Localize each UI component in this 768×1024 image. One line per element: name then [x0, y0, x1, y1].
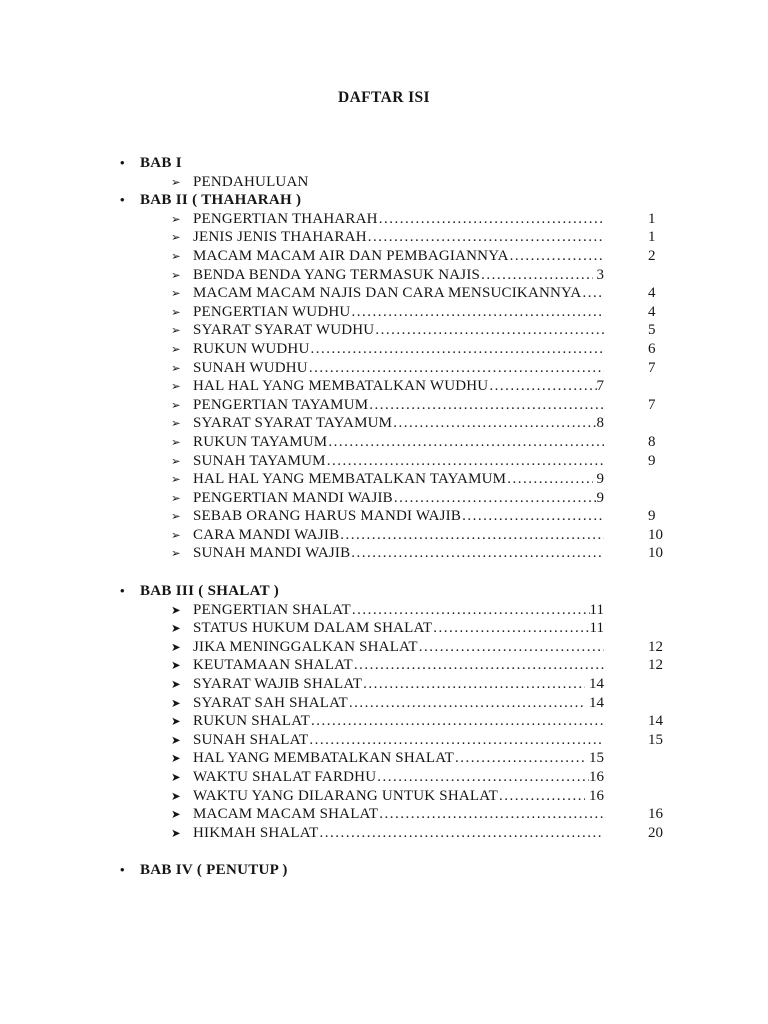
section-header: [118, 582, 664, 601]
item-label: RUKUN SHALAT: [193, 713, 310, 730]
page-number: 7: [648, 359, 656, 376]
toc-item: [118, 414, 664, 433]
toc-item: [118, 303, 664, 322]
page-number: 8: [596, 415, 604, 432]
dot-leader: [352, 601, 590, 620]
item-label: SYARAT WAJIB SHALAT: [193, 676, 363, 693]
toc-item: [118, 228, 664, 247]
arrow-bullet-icon: ➢: [171, 341, 181, 356]
arrow-bullet-icon: ➤: [171, 602, 181, 617]
page-number: 12: [648, 638, 663, 655]
arrow-bullet-icon: ➢: [171, 527, 181, 542]
toc-section: [118, 154, 664, 191]
toc-item: [118, 359, 664, 378]
page-number: 15: [585, 750, 604, 767]
item-label: SUNAH MANDI WAJIB: [193, 545, 351, 562]
item-label: HAL YANG MEMBATALKAN SHALAT: [193, 750, 455, 767]
section-label: BAB III ( SHALAT ): [140, 583, 280, 600]
item-label: SUNAH TAYAMUM: [193, 452, 326, 469]
arrow-bullet-icon: ➢: [171, 230, 181, 245]
dot-leader: [582, 284, 604, 303]
arrow-bullet-icon: ➤: [171, 732, 181, 747]
item-label: PENGERTIAN MANDI WAJIB: [193, 489, 393, 506]
toc-section: [118, 191, 664, 563]
page-number: 11: [589, 601, 604, 618]
section-header: [118, 154, 664, 173]
arrow-bullet-icon: ➢: [171, 379, 181, 394]
arrow-bullet-icon: ➤: [171, 695, 181, 710]
toc-item: [118, 749, 664, 768]
page-number: 1: [648, 210, 656, 227]
item-label: BENDA BENDA YANG TERMASUK NAJIS: [193, 266, 481, 283]
dot-leader: [311, 712, 604, 731]
item-label: CARA MANDI WAJIB: [193, 526, 340, 543]
page-number: 5: [648, 322, 656, 339]
page-number: 2: [648, 247, 656, 264]
section-label: BAB IV ( PENUTUP ): [140, 862, 288, 879]
toc-item: [118, 470, 664, 489]
arrow-bullet-icon: ➢: [171, 397, 181, 412]
toc-item: [118, 247, 664, 266]
toc-item: [118, 507, 664, 526]
bullet-icon: •: [120, 192, 125, 208]
dot-leader: [351, 303, 604, 322]
bullet-icon: •: [120, 155, 125, 170]
toc-item: [118, 284, 664, 303]
dot-leader: [481, 266, 593, 285]
dot-leader: [507, 470, 593, 489]
item-label: WAKTU SHALAT FARDHU: [193, 769, 377, 785]
dot-leader: [349, 694, 585, 713]
dot-leader: [379, 210, 604, 229]
page-number: 9: [592, 471, 604, 488]
dot-leader: [489, 377, 596, 396]
toc-section: [118, 582, 664, 842]
arrow-bullet-icon: ➢: [171, 509, 181, 524]
arrow-bullet-icon: ➢: [171, 416, 181, 431]
toc-item: [118, 377, 664, 396]
toc-item: [118, 210, 664, 229]
item-label: SYARAT SAH SHALAT: [193, 694, 348, 711]
item-label: JENIS JENIS THAHARAH: [193, 229, 367, 246]
item-label: SYARAT SYARAT WUDHU: [193, 322, 375, 339]
arrow-bullet-icon: ➢: [171, 174, 181, 189]
page-title: DAFTAR ISI: [338, 89, 430, 106]
arrow-bullet-icon: ➤: [171, 639, 181, 654]
toc-section: [118, 861, 664, 880]
arrow-bullet-icon: ➢: [171, 360, 181, 375]
item-label: RUKUN WUDHU: [193, 340, 310, 357]
dot-leader: [433, 619, 589, 638]
dot-leader: [309, 359, 604, 378]
item-label: STATUS HUKUM DALAM SHALAT: [193, 620, 433, 637]
dot-leader: [354, 656, 604, 675]
toc-item: [118, 712, 664, 731]
page-number: 10: [648, 545, 663, 562]
toc-item: [118, 768, 664, 787]
dot-leader: [363, 675, 585, 694]
bullet-icon: •: [120, 862, 125, 878]
page-number: 16: [648, 806, 663, 823]
toc-item: [118, 452, 664, 471]
page-number: 1: [648, 229, 656, 246]
page-number: 14: [585, 676, 604, 693]
item-label: MACAM MACAM SHALAT: [193, 806, 379, 823]
arrow-bullet-icon: ➢: [171, 453, 181, 468]
dot-leader: [393, 414, 596, 433]
dot-leader: [351, 544, 604, 563]
page-number: 7: [648, 396, 656, 413]
page-number: 14: [585, 694, 604, 711]
dot-leader: [394, 489, 597, 508]
item-label: HIKMAH SHALAT: [193, 824, 319, 841]
item-label: MACAM MACAM AIR DAN PEMBAGIANNYA: [193, 247, 509, 264]
item-label: PENDAHULUAN: [193, 173, 309, 190]
toc-item: [118, 321, 664, 340]
item-label: WAKTU YANG DILARANG UNTUK SHALAT: [193, 787, 498, 804]
item-label: MACAM MACAM NAJIS DAN CARA MENSUCIKANNYA: [193, 285, 582, 302]
bullet-icon: •: [120, 583, 125, 599]
toc-item: [118, 824, 664, 843]
toc-item: [118, 396, 664, 415]
toc-item: [118, 675, 664, 694]
toc-item: [118, 340, 664, 359]
item-label: HAL HAL YANG MEMBATALKAN WUDHU: [193, 378, 489, 395]
arrow-bullet-icon: ➤: [171, 621, 181, 636]
dot-leader: [375, 321, 604, 340]
arrow-bullet-icon: ➢: [171, 490, 181, 505]
page-number: 20: [648, 824, 663, 841]
arrow-bullet-icon: ➢: [171, 267, 181, 282]
page-number: 15: [648, 731, 663, 748]
page-number: 9: [648, 452, 656, 469]
arrow-bullet-icon: ➤: [171, 825, 181, 840]
dot-leader: [328, 433, 604, 452]
dot-leader: [327, 452, 604, 471]
page-number: 14: [648, 713, 663, 730]
toc-item: [118, 805, 664, 824]
section-label: BAB I: [140, 155, 182, 171]
page-number: 16: [589, 769, 604, 785]
dot-leader: [311, 340, 604, 359]
page-number: 6: [648, 340, 656, 357]
page-number: 9: [648, 508, 656, 525]
arrow-bullet-icon: ➤: [171, 658, 181, 673]
dot-leader: [455, 749, 585, 768]
item-label: PENGERTIAN WUDHU: [193, 303, 351, 320]
dot-leader: [340, 526, 604, 545]
arrow-bullet-icon: ➢: [171, 248, 181, 263]
section-label: BAB II ( THAHARAH ): [140, 192, 302, 209]
toc-item: [118, 544, 664, 563]
toc-item: [118, 173, 664, 192]
item-label: PENGERTIAN SHALAT: [193, 601, 351, 618]
item-label: SUNAH WUDHU: [193, 359, 308, 376]
toc-item: [118, 526, 664, 545]
dot-leader: [320, 824, 604, 843]
arrow-bullet-icon: ➢: [171, 546, 181, 561]
toc-item: [118, 656, 664, 675]
toc-item: [118, 787, 664, 806]
arrow-bullet-icon: ➤: [171, 751, 181, 766]
item-label: PENGERTIAN TAYAMUM: [193, 396, 369, 413]
toc-item: [118, 731, 664, 750]
dot-leader: [309, 731, 604, 750]
arrow-bullet-icon: ➢: [171, 434, 181, 449]
dot-leader: [510, 247, 604, 266]
page-number: 3: [592, 266, 604, 283]
toc-item: [118, 489, 664, 508]
arrow-bullet-icon: ➢: [171, 304, 181, 319]
toc-item: [118, 601, 664, 620]
dot-leader: [379, 805, 604, 824]
item-label: KEUTAMAAN SHALAT: [193, 657, 353, 674]
arrow-bullet-icon: ➤: [171, 807, 181, 822]
section-header: [118, 191, 664, 210]
page-number: 12: [648, 657, 663, 674]
item-label: SYARAT SYARAT TAYAMUM: [193, 415, 393, 432]
arrow-bullet-icon: ➢: [171, 211, 181, 226]
page-number: 16: [585, 787, 604, 804]
arrow-bullet-icon: ➤: [171, 714, 181, 729]
item-label: JIKA MENINGGALKAN SHALAT: [193, 638, 418, 655]
dot-leader: [369, 396, 604, 415]
page-number: 8: [648, 433, 656, 450]
toc-item: [118, 638, 664, 657]
page-number: 9: [596, 489, 604, 506]
page-number: 4: [648, 285, 656, 302]
item-label: HAL HAL YANG MEMBATALKAN TAYAMUM: [193, 471, 507, 488]
item-label: SUNAH SHALAT: [193, 731, 309, 748]
arrow-bullet-icon: ➤: [171, 770, 181, 784]
dot-leader: [499, 787, 585, 806]
page-number: 4: [648, 303, 656, 320]
section-header: [118, 861, 664, 880]
arrow-bullet-icon: ➤: [171, 788, 181, 803]
toc-item: [118, 266, 664, 285]
dot-leader: [377, 768, 589, 787]
toc: [118, 154, 664, 880]
arrow-bullet-icon: ➢: [171, 286, 181, 301]
page-number: 7: [596, 378, 604, 395]
toc-item: [118, 433, 664, 452]
dot-leader: [462, 507, 604, 526]
page-number: 11: [589, 620, 604, 637]
toc-item: [118, 694, 664, 713]
dot-leader: [368, 228, 604, 247]
toc-item: [118, 619, 664, 638]
item-label: SEBAB ORANG HARUS MANDI WAJIB: [193, 508, 462, 525]
dot-leader: [419, 638, 604, 657]
arrow-bullet-icon: ➢: [171, 323, 181, 338]
item-label: RUKUN TAYAMUM: [193, 433, 328, 450]
arrow-bullet-icon: ➢: [171, 472, 181, 487]
item-label: PENGERTIAN THAHARAH: [193, 210, 378, 227]
page-number: 10: [648, 526, 663, 543]
arrow-bullet-icon: ➤: [171, 677, 181, 692]
